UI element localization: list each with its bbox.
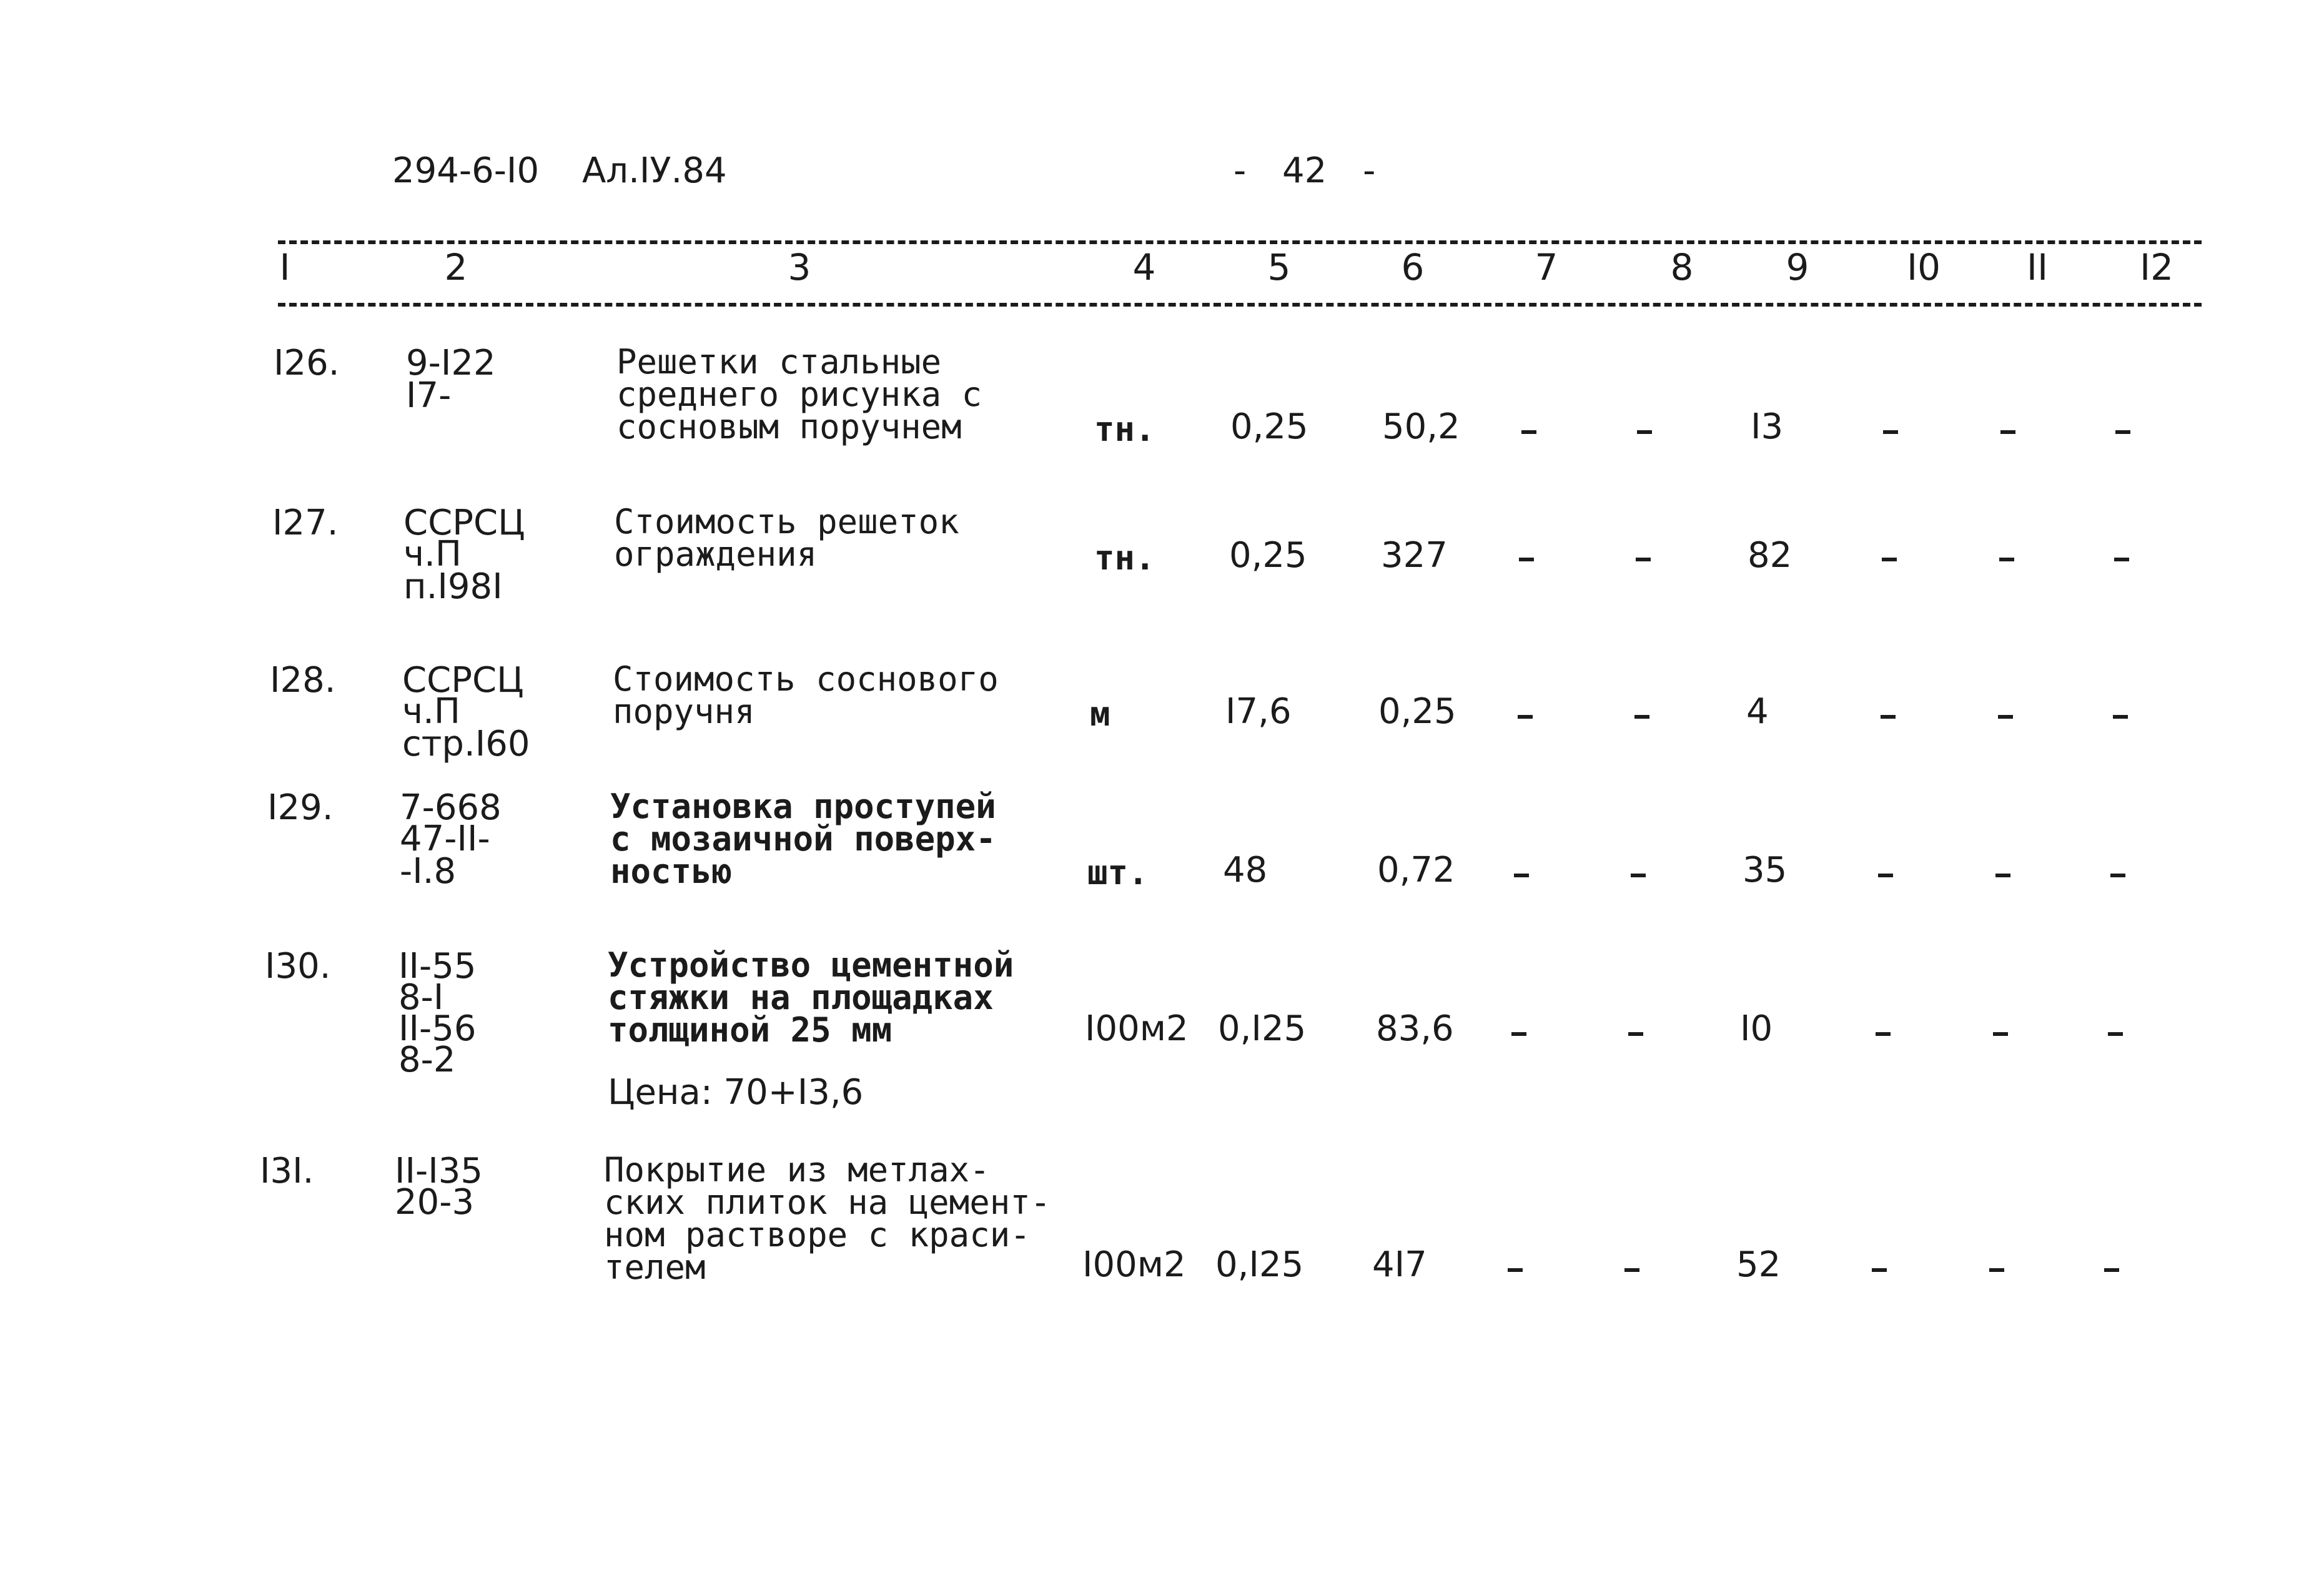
row-price: 0,72	[1377, 850, 1455, 890]
row-number: I28.	[270, 660, 336, 701]
row-description-line: телем	[604, 1248, 706, 1287]
row-col12-dash	[2104, 1268, 2119, 1272]
row-col10-dash	[1883, 430, 1898, 434]
row-quantity: I7,6	[1225, 691, 1292, 732]
column-number-5: 5	[1267, 246, 1291, 288]
row-number: I30.	[265, 946, 331, 987]
row-price: 83,6	[1376, 1008, 1454, 1049]
row-price: 4I7	[1372, 1244, 1427, 1285]
row-col9-value: 35	[1743, 850, 1788, 890]
row-description-line: ских плиток на цемент-	[604, 1183, 1051, 1222]
row-code-line: п.I98I	[403, 566, 503, 607]
row-description-line: стяжки на площадках	[608, 978, 994, 1017]
row-col12-dash	[2110, 874, 2125, 877]
column-number-9: 9	[1786, 246, 1809, 288]
row-code-line: 9-I22	[406, 343, 496, 383]
row-col7-dash	[1511, 1032, 1526, 1036]
row-code-line: ССРСЦ	[403, 503, 525, 543]
row-col7-dash	[1508, 1268, 1523, 1272]
column-number-8: 8	[1670, 246, 1694, 288]
row-col11-dash	[1995, 874, 2010, 877]
row-description-line: Установка проступей	[610, 787, 996, 826]
row-price-note: Цена: 70+I3,6	[608, 1072, 864, 1113]
row-col8-dash	[1636, 558, 1651, 561]
row-code-line: ч.П	[403, 534, 462, 574]
row-code-line: I7-	[406, 375, 452, 416]
row-unit: тн.	[1094, 410, 1155, 449]
row-col10-dash	[1878, 874, 1893, 877]
row-code-line: 47-II-	[400, 819, 490, 859]
row-description-line: Покрытие из метлах-	[604, 1150, 990, 1190]
row-number: I3I.	[260, 1151, 314, 1191]
column-number-11: II	[2026, 246, 2049, 288]
row-col11-dash	[1989, 1268, 2004, 1272]
column-number-10: I0	[1906, 246, 1941, 288]
row-col9-value: 4	[1746, 691, 1769, 732]
page-number: - 42 -	[1234, 150, 1376, 191]
row-unit: I00м2	[1085, 1008, 1189, 1049]
row-col11-dash	[1998, 715, 2013, 719]
row-code-line: -I.8	[400, 851, 457, 892]
row-code-line: стр.I60	[402, 724, 530, 764]
row-col9-value: I3	[1751, 406, 1784, 447]
row-col9-value: I0	[1740, 1008, 1773, 1049]
row-col7-dash	[1519, 558, 1534, 561]
column-number-4: 4	[1132, 246, 1156, 288]
row-col12-dash	[2114, 558, 2129, 561]
row-description-line: Стоимость решеток	[614, 502, 959, 541]
row-description-line: среднего рисунка с	[616, 375, 982, 414]
row-number: I29.	[267, 787, 334, 828]
row-col10-dash	[1876, 1032, 1891, 1036]
row-description-line: Устройство цементной	[608, 945, 1014, 985]
row-col9-value: 82	[1748, 535, 1792, 576]
row-code-line: II-55	[398, 946, 477, 987]
row-col10-dash	[1881, 715, 1896, 719]
row-col7-dash	[1521, 430, 1536, 434]
header-rule-bottom	[278, 303, 2202, 307]
row-quantity: 0,25	[1229, 535, 1307, 576]
row-number: I26.	[274, 343, 340, 383]
row-description-line: с мозаичной поверх-	[610, 819, 996, 859]
row-description-line: ограждения	[614, 534, 818, 574]
row-col10-dash	[1872, 1268, 1887, 1272]
column-number-1: I	[279, 246, 290, 288]
column-number-6: 6	[1401, 246, 1425, 288]
row-col12-dash	[2108, 1032, 2123, 1036]
row-col8-dash	[1631, 874, 1646, 877]
row-unit: I00м2	[1082, 1244, 1186, 1285]
row-col12-dash	[2115, 430, 2130, 434]
column-number-3: 3	[788, 246, 811, 288]
row-quantity: 0,I25	[1215, 1244, 1304, 1285]
row-col9-value: 52	[1736, 1244, 1781, 1285]
row-col8-dash	[1637, 430, 1652, 434]
row-col11-dash	[1999, 558, 2014, 561]
row-description-line: сосновым поручнем	[616, 407, 962, 446]
row-quantity: 0,25	[1230, 406, 1308, 447]
column-number-7: 7	[1535, 246, 1558, 288]
column-number-2: 2	[444, 246, 468, 288]
row-unit: шт.	[1087, 853, 1149, 892]
row-col11-dash	[1993, 1032, 2008, 1036]
column-number-12: I2	[2139, 246, 2174, 288]
row-description-line: ностью	[610, 852, 733, 891]
row-unit: м	[1090, 694, 1110, 734]
row-description-line: поручня	[613, 692, 755, 731]
row-col8-dash	[1634, 715, 1649, 719]
row-price: 50,2	[1382, 406, 1460, 447]
row-col7-dash	[1518, 715, 1533, 719]
row-description-line: толщиной 25 мм	[608, 1010, 893, 1050]
row-description-line: ном растворе с краси-	[604, 1215, 1031, 1254]
row-col8-dash	[1624, 1268, 1639, 1272]
row-number: I27.	[272, 503, 339, 543]
row-unit: тн.	[1094, 538, 1155, 578]
document-code: 294-6-I0	[392, 150, 540, 191]
row-price: 0,25	[1378, 691, 1456, 732]
row-col8-dash	[1628, 1032, 1643, 1036]
row-code-line: II-56	[398, 1008, 477, 1049]
header-rule-top	[278, 240, 2202, 244]
row-description-line: Стоимость соснового	[613, 659, 999, 699]
row-col11-dash	[2000, 430, 2015, 434]
row-code-line: 7-668	[400, 787, 502, 828]
row-code-line: ч.П	[402, 691, 460, 732]
row-code-line: 8-I	[398, 977, 444, 1018]
row-col7-dash	[1514, 874, 1529, 877]
row-col12-dash	[2113, 715, 2128, 719]
row-code-line: ССРСЦ	[402, 660, 524, 701]
row-price: 327	[1381, 535, 1448, 576]
sheet-reference: Ал.IУ.84	[582, 150, 727, 191]
row-code-line: 20-3	[395, 1182, 475, 1223]
row-description-line: Решетки стальные	[616, 342, 942, 382]
row-col10-dash	[1882, 558, 1897, 561]
row-code-line: 8-2	[398, 1040, 456, 1080]
row-code-line: II-I35	[395, 1151, 483, 1191]
row-quantity: 48	[1223, 850, 1268, 890]
row-quantity: 0,I25	[1218, 1008, 1307, 1049]
